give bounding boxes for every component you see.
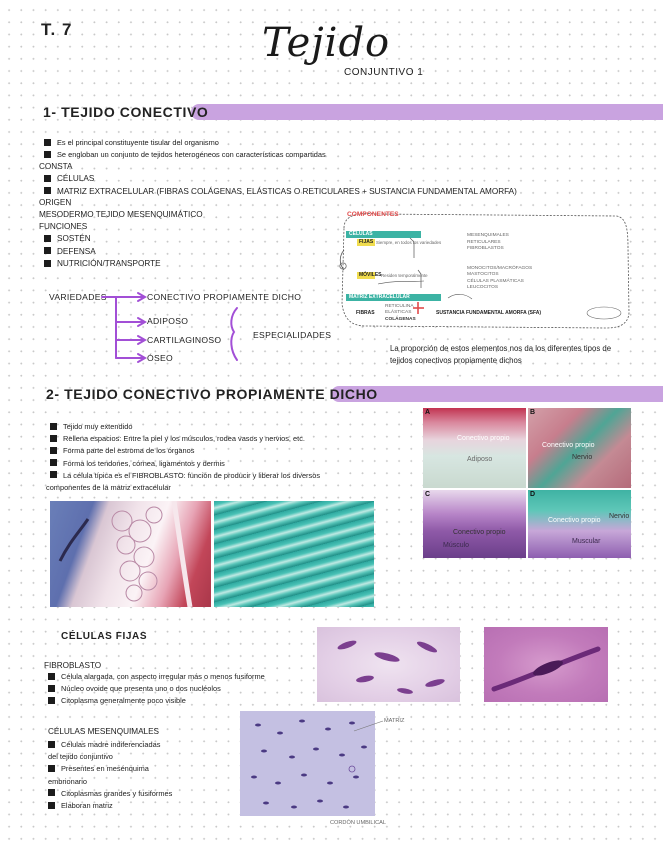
section-1-heading: 1- TEJIDO CONECTIVO <box>43 104 209 120</box>
celulas-label: CÉLULAS <box>349 231 373 237</box>
bullet-square-icon <box>50 471 57 478</box>
list-item: Tejido muy extendido <box>50 421 320 433</box>
list-item: CÉLULAS <box>44 173 517 186</box>
matriz-pointer <box>352 719 384 733</box>
list-item: Célula alargada, con aspecto irregular más o menos fusiforme <box>48 671 265 683</box>
bullet-square-icon <box>44 260 51 267</box>
bullet-square-icon <box>44 175 51 182</box>
bullet-square-icon <box>48 802 55 809</box>
variedad-item: CARTILAGINOSO <box>147 335 222 345</box>
especialidades-label: ESPECIALIDADES <box>253 330 332 340</box>
origen-label: ORIGEN <box>39 198 72 207</box>
fijas-label: FIJAS <box>359 239 374 245</box>
cordon-caption: CORDÓN UMBILICAL <box>330 820 386 826</box>
panel-text: Nervio <box>609 513 630 520</box>
bullet-square-icon <box>48 697 55 704</box>
histology-panel-d <box>528 490 631 558</box>
section-2-bullet-list <box>50 421 320 482</box>
bullet-square-icon <box>44 139 51 146</box>
page-title: Tejido <box>262 20 391 66</box>
origen-value: MESODERMO TEJIDO MESENQUIMÁTICO <box>39 210 203 219</box>
list-item: Citoplasma generalmente poco visible <box>48 695 265 707</box>
fijas-note: Siempre, en todos los variedades <box>376 240 442 245</box>
fibroblast-nuclei <box>317 627 460 702</box>
panel-text: Conectivo propio <box>548 517 601 524</box>
bullet-square-icon <box>44 247 51 254</box>
componentes-caption: La proporción de estos elementos nos da los diferentes tipos de tejidos conectivos propiamente dichos <box>390 344 612 365</box>
bullet-square-icon <box>48 741 55 748</box>
bullet-square-icon <box>48 765 55 772</box>
panel-label: A <box>425 409 431 416</box>
fibras-label: FIBRAS <box>356 310 375 316</box>
adipose-cells <box>50 501 211 607</box>
fijas-list: MESENQUIMALES RETICULARES FIBROBLASTOS <box>467 233 509 252</box>
histology-photo-adipose <box>50 501 211 607</box>
mesenquimales-label: CÉLULAS MESENQUIMALES <box>48 727 160 736</box>
bullet-square-icon <box>44 151 51 158</box>
list-item: Núcleo ovoide que presenta uno o dos nucléolos <box>48 683 265 695</box>
panel-text: Adiposo <box>467 456 493 463</box>
list-item: Células madre indiferenciadas <box>48 739 172 751</box>
curly-brace <box>231 308 237 360</box>
panel-text: Conectivo propio <box>457 435 510 442</box>
fibroblast-photo-1 <box>317 627 460 702</box>
list-item: SOSTÉN <box>44 233 161 246</box>
section-2-heading: 2- TEJIDO CONECTIVO PROPIAMENTE DICHO <box>46 386 378 402</box>
fibroblast-cell <box>484 627 608 702</box>
moviles-list: MONOCITOS/MACRÓFAGOS MASTOCITOS CÉLULAS PLASMÁTICAS LEUCOCITOS <box>467 266 533 291</box>
list-item: Forma parte del estroma de los órganos <box>50 445 320 457</box>
list-item: Se engloban un conjunto de tejidos heterogéneos con características compartidas <box>44 149 326 161</box>
page-subtitle: CONJUNTIVO 1 <box>344 67 424 78</box>
bullet-square-icon <box>50 459 57 466</box>
bullet-square-icon <box>50 423 57 430</box>
fibroblast-photo-2 <box>484 627 608 702</box>
fibroblasto-label: FIBROBLASTO <box>44 661 102 670</box>
mesenquimales-list <box>48 739 172 812</box>
list-item-continuation: embrionario <box>48 776 88 786</box>
moviles-note: Residen temporalmente <box>381 273 428 278</box>
list-item: Forma los tendones, córnea, ligamentos y dermis <box>50 458 320 470</box>
funciones-label: FUNCIONES <box>39 222 88 231</box>
list-item: MATRIZ EXTRACELULAR (FIBRAS COLÁGENAS, ELÁSTICAS O RETICULARES + SUSTANCIA FUNDAMENTAL AMORFA) <box>44 186 517 199</box>
matriz-caption: MATRIZ <box>384 718 405 724</box>
bullet-square-icon <box>48 685 55 692</box>
bullet-square-icon <box>48 789 55 796</box>
bullet-square-icon <box>50 447 57 454</box>
variedades-label: VARIEDADES <box>49 292 107 302</box>
panel-text: Conectivo propio <box>542 442 595 449</box>
bullet-square-icon <box>44 235 51 242</box>
histology-photo-fibers <box>214 501 374 607</box>
moviles-label: MÓVILES <box>359 272 382 278</box>
section-1-accent-bar <box>191 104 663 120</box>
bullet-square-icon <box>48 673 55 680</box>
section-1-bullet-list <box>44 137 326 161</box>
panel-text: Conectivo propio <box>453 529 506 536</box>
panel-text: Muscular <box>572 538 601 545</box>
list-item: DEFENSA <box>44 246 161 259</box>
bullet-square-icon <box>50 435 57 442</box>
panel-text: Músculo <box>443 542 470 549</box>
celulas-fijas-heading: CÉLULAS FIJAS <box>61 631 148 642</box>
variedad-item: ADIPOSO <box>147 316 189 326</box>
chapter-number: T. 7 <box>41 20 73 39</box>
consta-list <box>44 173 517 198</box>
panel-text: Nervio <box>572 454 593 461</box>
variedad-item: ÓSEO <box>147 353 174 363</box>
fibroblasto-list <box>48 671 265 708</box>
variedad-item: CONECTIVO PROPIAMENTE DICHO <box>147 292 302 302</box>
panel-label: D <box>530 491 536 498</box>
panel-label: B <box>530 409 536 416</box>
list-item: Citoplasmas grandes y fusiformes <box>48 788 172 800</box>
fibras-list: RETICULINA ELÁSTICAS COLÁGENAS <box>385 304 416 322</box>
panel-label: C <box>425 491 431 498</box>
funciones-list <box>44 233 161 271</box>
list-item: La célula típica es el FIBROBLASTO: función de producir y liberar los diversos <box>50 470 320 482</box>
histology-panel-a <box>423 408 526 488</box>
matriz-label: MATRIZ EXTRACELULAR <box>349 294 410 300</box>
consta-label: CONSTA <box>39 162 73 171</box>
section-2-accent-bar <box>331 386 663 402</box>
list-item: NUTRICIÓN/TRANSPORTE <box>44 258 161 271</box>
sustancia-label: SUSTANCIA FUNDAMENTAL AMORFA (SFA) <box>436 310 541 316</box>
histology-panel-c <box>423 490 526 558</box>
list-item-continuation: del tejido conjuntivo <box>48 752 113 762</box>
histology-panel-b <box>528 408 631 488</box>
list-item: Elaboran matriz <box>48 800 172 812</box>
bullet-continuation: componentes de la matriz extracelular <box>46 483 171 492</box>
componentes-title: COMPONENTES <box>347 211 399 218</box>
list-item: Presentes en mesénquima <box>48 763 172 775</box>
bullet-square-icon <box>44 187 51 194</box>
list-item: Es el principal constituyente tisular del organismo <box>44 137 326 149</box>
list-item: Rellena espacios: Entre la piel y los músculos, rodea vasos y nervios, etc. <box>50 433 320 445</box>
